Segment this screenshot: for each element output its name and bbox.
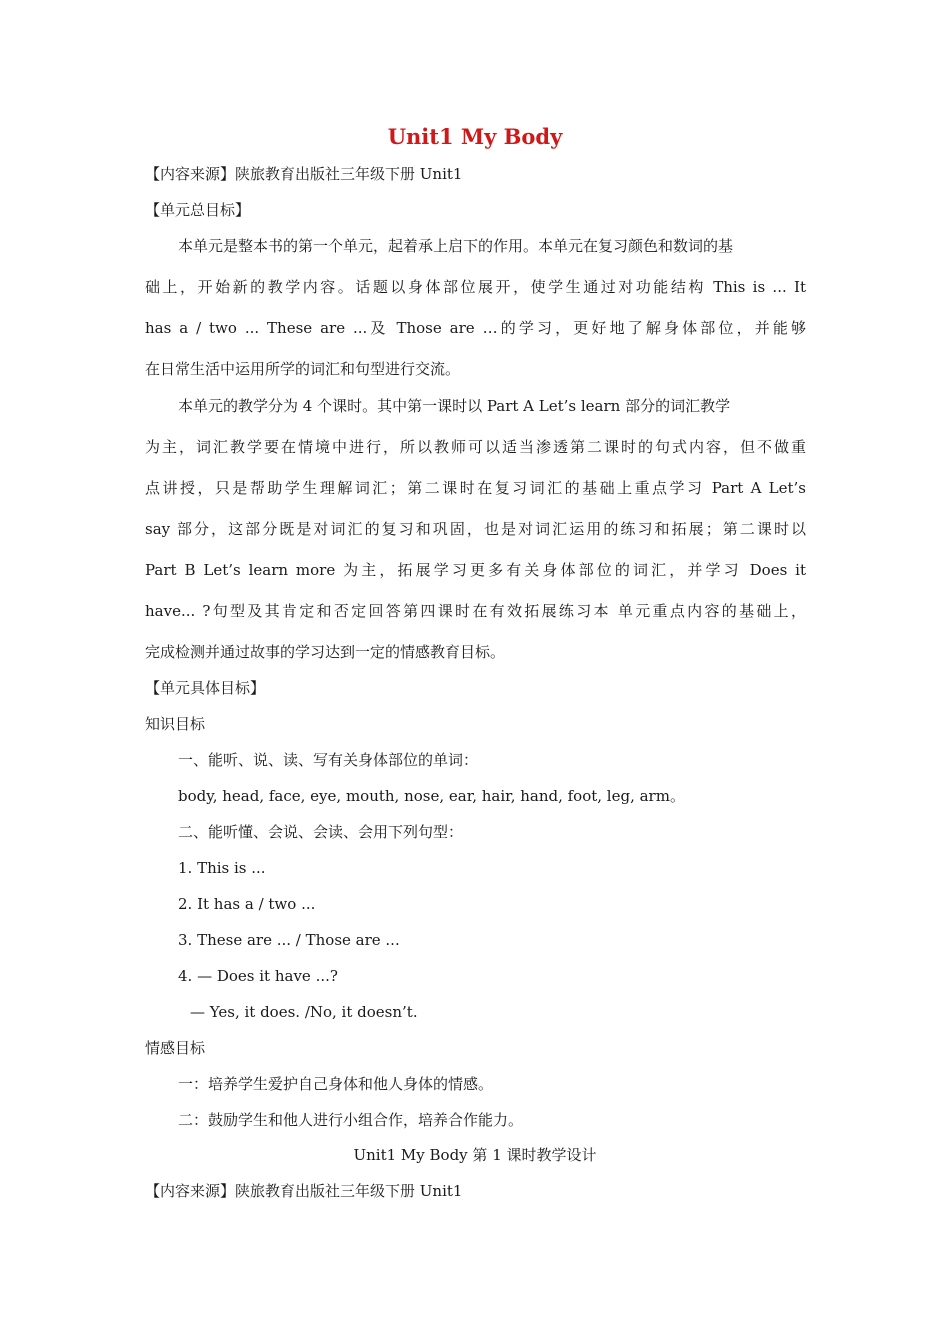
emotion-item: 一：培养学生爱护自己身体和他人身体的情感。 [178,1075,494,1093]
subheading-emotion: 情感目标 [145,1039,206,1057]
sentence-pattern-answer: — Yes, it does. /No, it doesn’t. [190,1003,418,1021]
emotion-item: 二：鼓励学生和他人进行小组合作，培养合作能力。 [178,1111,524,1129]
subheading-knowledge: 知识目标 [145,715,206,733]
paragraph-line: 本单元的教学分为 4 个课时。其中第一课时以 Part A Let’s learn 部分的词汇教学 [178,397,731,415]
paragraph-line: 完成检测并通过故事的学习达到一定的情感教育目标。 [145,643,506,661]
paragraph-line: have... ?句型及其肯定和否定回答第四课时在有效拓展练习本 单元重点内容的基础上， [145,602,806,620]
sentence-pattern: 1. This is ... [178,859,266,877]
content-source: 【内容来源】陕旅教育出版社三年级下册 Unit1 [145,165,463,183]
content-source: 【内容来源】陕旅教育出版社三年级下册 Unit1 [145,1182,463,1200]
sentence-pattern: 2. It has a / two ... [178,895,316,913]
paragraph-line: 点讲授，只是帮助学生理解词汇；第二课时在复习词汇的基础上重点学习 Part A Let’s [145,479,806,497]
lesson-title: Unit1 My Body 第 1 课时教学设计 [353,1146,597,1164]
paragraph-line: 为主，词汇教学要在情境中进行，所以教师可以适当渗透第二课时的句式内容，但不做重 [145,438,806,456]
knowledge-item: 一、能听、说、读、写有关身体部位的单词： [178,751,479,769]
section-heading-unit-goal: 【单元总目标】 [145,201,251,219]
vocabulary-list: body, head, face, eye, mouth, nose, ear, hair, hand, foot, leg, arm。 [178,787,685,805]
section-heading-specific-goals: 【单元具体目标】 [145,679,266,697]
paragraph-line: 础上，开始新的教学内容。话题以身体部位展开，使学生通过对功能结构 This is ... It [145,278,806,296]
document-title: Unit1 My Body [387,124,563,149]
paragraph-line: 在日常生活中运用所学的词汇和句型进行交流。 [145,360,461,378]
sentence-pattern: 4. — Does it have ...? [178,967,338,985]
knowledge-item: 二、能听懂、会说、会读、会用下列句型： [178,823,464,841]
paragraph-line: 本单元是整本书的第一个单元，起着承上启下的作用。本单元在复习颜色和数词的基 [178,237,734,255]
paragraph-line: has a / two ... These are ...及 Those are …的学习，更好地了解身体部位，并能够 [145,319,806,337]
paragraph-line: Part B Let’s learn more 为主，拓展学习更多有关身体部位的词汇，并学习 Does it [145,561,806,579]
paragraph-line: say 部分，这部分既是对词汇的复习和巩固，也是对词汇运用的练习和拓展；第二课时以 [145,520,806,538]
sentence-pattern: 3. These are ... / Those are ... [178,931,400,949]
